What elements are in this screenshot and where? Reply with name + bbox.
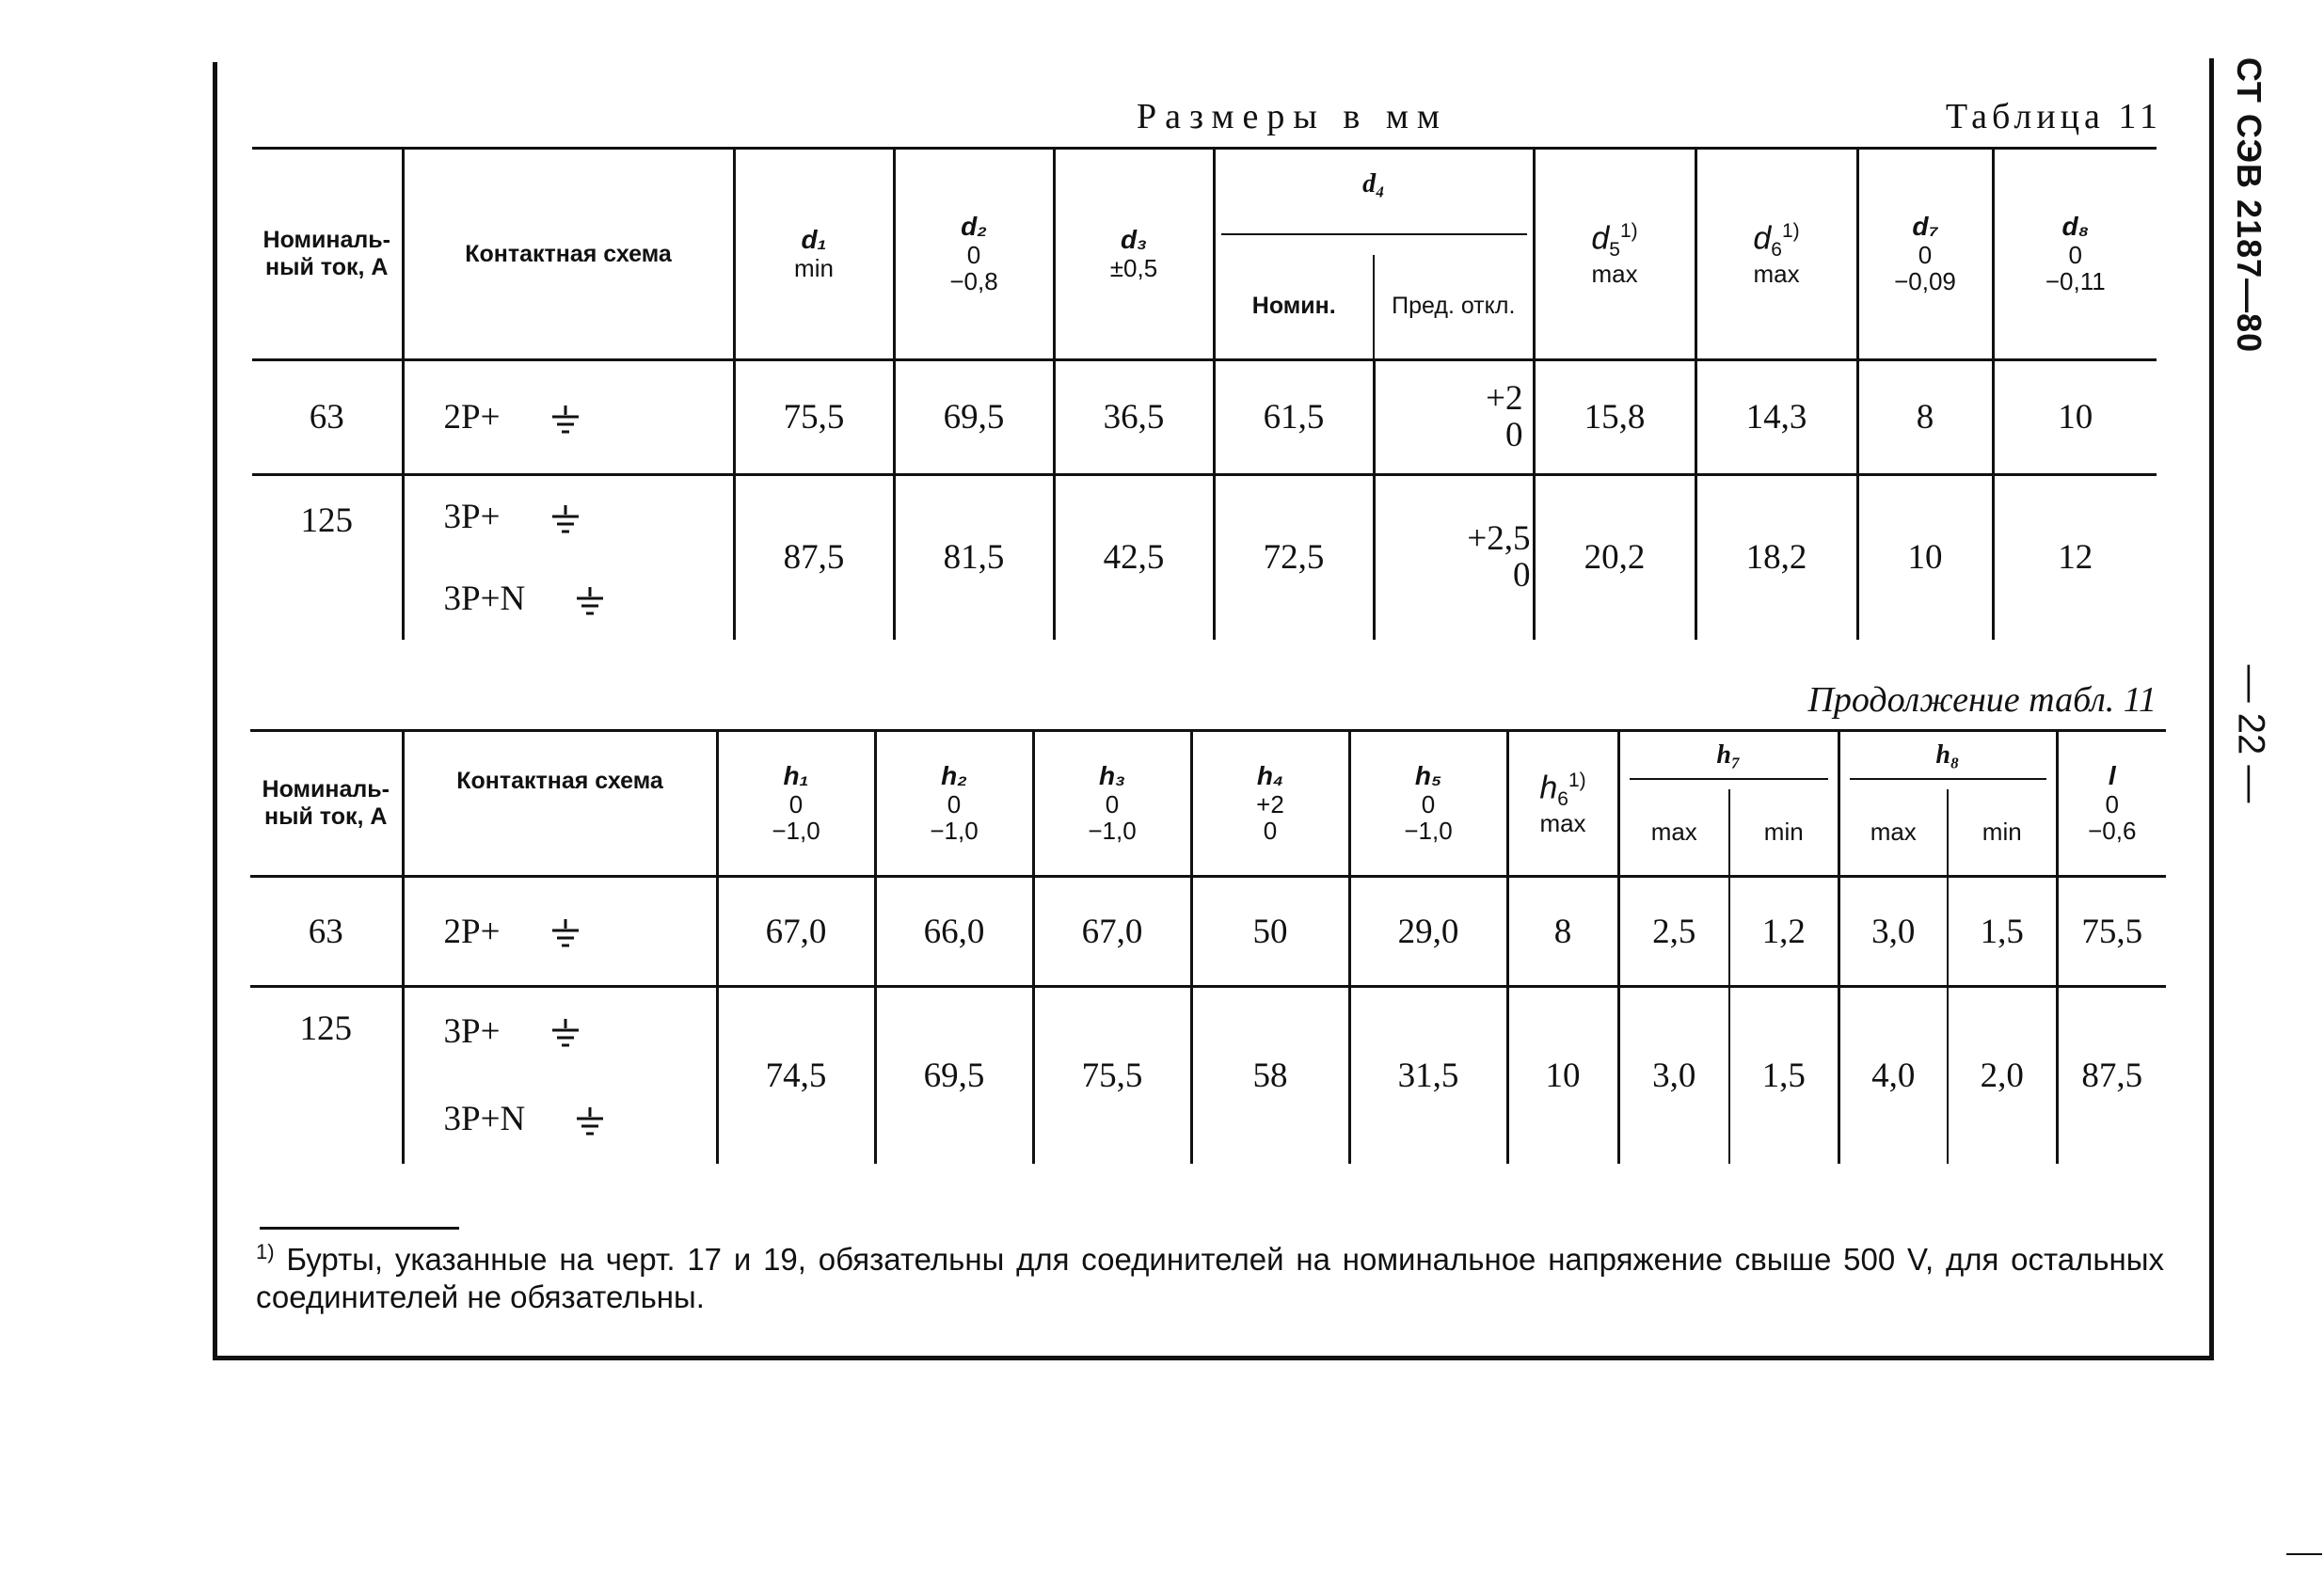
h5-tol-upper: 0	[1421, 789, 1436, 818]
header-h8	[1839, 731, 2057, 789]
table-row-cell: 8	[1857, 360, 1993, 475]
bottom-page-rule	[213, 1356, 2214, 1360]
h6-label: h	[1539, 770, 1558, 806]
footnote-rule	[260, 1227, 459, 1230]
table-row-cell: 29,0	[1349, 877, 1507, 987]
d7-label: d₇	[1912, 212, 1938, 241]
table-row-cell: 75,5	[1033, 987, 1191, 1164]
table-row-cell: 69,5	[875, 987, 1033, 1164]
header-current: Номиналь-ный ток, А	[252, 149, 403, 360]
d6-label: d	[1753, 220, 1772, 257]
table-row-cell: 4,0	[1839, 987, 1948, 1164]
ground-icon	[547, 917, 584, 951]
header-d8	[1993, 149, 2157, 360]
table-row-cell: 67,0	[1033, 877, 1191, 987]
d1-tol: min	[794, 254, 834, 283]
d4-dev-upper: +2,5	[1467, 518, 1531, 558]
right-page-border	[2209, 58, 2214, 1360]
h4-tol-lower: 0	[1263, 817, 1278, 846]
h4-tol-upper: +2	[1256, 789, 1284, 818]
header-h6	[1507, 731, 1618, 877]
table-row-cell: 72,5	[1214, 475, 1374, 640]
table-row-cell: 75,5	[2057, 877, 2166, 987]
table-row-cell: 50	[1191, 877, 1349, 987]
table-row-cell: 69,5	[894, 360, 1054, 475]
header-h1	[717, 731, 875, 877]
ground-icon	[547, 1017, 584, 1051]
d4-dev-upper: +2	[1486, 378, 1523, 418]
table-row-cell: 67,0	[717, 877, 875, 987]
h1-tol-upper: 0	[788, 789, 804, 818]
header-d4-nom: Номин.	[1214, 255, 1374, 360]
table-row-cell: 66,0	[875, 877, 1033, 987]
standard-code: СТ СЭВ 2187—80	[2230, 56, 2268, 354]
header-d1	[734, 149, 894, 360]
scheme-label: 2P+	[443, 398, 501, 437]
contact-scheme-3pn	[403, 559, 734, 640]
table-row-cell: 8	[1507, 877, 1618, 987]
scheme-label: 2P+	[443, 912, 501, 951]
contact-scheme-2p	[403, 360, 734, 475]
header-h2	[875, 731, 1033, 877]
ground-icon	[547, 404, 584, 437]
table-row-cell: 10	[1507, 987, 1618, 1164]
table-row-cell: 61,5	[1214, 360, 1374, 475]
page-number: — 22 —	[2230, 664, 2272, 803]
contact-scheme-3p	[403, 475, 734, 559]
table-row-cell: 1,5	[1729, 987, 1839, 1164]
d6-sub: 6	[1771, 239, 1782, 262]
l-tol-upper: 0	[2105, 789, 2119, 818]
footnote-marker: 1)	[256, 1240, 275, 1263]
h1-tol-lower: −1,0	[772, 817, 820, 846]
header-h8-max: max	[1839, 789, 1948, 877]
table-row-cell: 31,5	[1349, 987, 1507, 1164]
h3-tol-upper: 0	[1105, 789, 1120, 818]
d3-label: d₃	[1121, 225, 1147, 255]
scheme-label: 3P+	[443, 498, 501, 537]
contact-scheme-3pn	[403, 1075, 717, 1164]
h8-label: h₈	[1850, 740, 2046, 780]
table-row-cell: 12	[1993, 475, 2157, 640]
header-current: Номиналь-ный ток, А	[250, 731, 403, 877]
header-d5	[1534, 149, 1695, 360]
table-row-cell: 87,5	[734, 475, 894, 640]
d4-dev-lower: 0	[1513, 555, 1531, 595]
footnote	[256, 1240, 2164, 1315]
header-d6	[1695, 149, 1857, 360]
header-h7	[1618, 731, 1839, 789]
header-h5	[1349, 731, 1507, 877]
header-h7-min: min	[1729, 789, 1839, 877]
table-row-cell: 125	[300, 501, 353, 540]
table-row-cell: 3,0	[1618, 987, 1729, 1164]
d8-label: d₈	[2061, 212, 2090, 241]
d5-sub: 5	[1609, 239, 1620, 262]
table-row-cell: 63	[250, 877, 403, 987]
table-11-diameters	[252, 147, 2157, 640]
d8-tol-upper: 0	[2068, 240, 2082, 269]
h3-label: h₃	[1099, 761, 1125, 790]
header-h3	[1033, 731, 1191, 877]
header-d3	[1054, 149, 1214, 360]
table-row-cell: 58	[1191, 987, 1349, 1164]
h2-tol-upper: 0	[947, 789, 962, 818]
table-row-cell: 125	[299, 1009, 352, 1048]
header-h7-max: max	[1618, 789, 1729, 877]
ground-icon	[571, 585, 609, 619]
h7-label: h₇	[1630, 740, 1828, 780]
header-d4	[1214, 149, 1534, 255]
continuation-caption: Продолжение табл. 11	[1807, 680, 2157, 720]
d5-label: d	[1591, 220, 1610, 257]
table-11-heights	[250, 729, 2166, 1164]
d5-tol: max	[1591, 260, 1638, 289]
l-tol-lower: −0,6	[2088, 817, 2137, 846]
header-d2	[894, 149, 1054, 360]
ground-icon	[571, 1105, 609, 1139]
table-row-cell: 1,2	[1729, 877, 1839, 987]
scheme-label: 3P+	[443, 1011, 501, 1051]
table-row-cell: 1,5	[1948, 877, 2057, 987]
d7-tol-upper: 0	[1918, 240, 1933, 269]
d7-tol-lower: −0,09	[1894, 267, 1956, 296]
table-row-cell: 87,5	[2057, 987, 2166, 1164]
header-d4-dev: Пред. откл.	[1374, 255, 1534, 360]
h6-sup: 1)	[1568, 770, 1586, 792]
table-row-cell: 74,5	[717, 987, 875, 1164]
h3-tol-lower: −1,0	[1088, 817, 1137, 846]
table-row-cell: 18,2	[1695, 475, 1857, 640]
table-row-cell: 3,0	[1839, 877, 1948, 987]
d1-label: d₁	[801, 225, 827, 255]
scheme-label: 3P+N	[443, 1100, 526, 1138]
table-row-cell: 15,8	[1534, 360, 1695, 475]
h6-tol: max	[1539, 809, 1586, 838]
table-row-cell: 14,3	[1695, 360, 1857, 475]
d8-tol-lower: −0,11	[2045, 267, 2106, 296]
d6-sup: 1)	[1781, 220, 1800, 243]
table-row-cell: 63	[252, 360, 403, 475]
table-caption: Таблица 11	[1945, 97, 2162, 136]
table-row-cell: 75,5	[734, 360, 894, 475]
d4-dev-lower: 0	[1505, 415, 1523, 454]
table-row-cell: 2,5	[1618, 877, 1729, 987]
h6-sub: 6	[1557, 788, 1568, 811]
header-l	[2057, 731, 2166, 877]
d2-tol-lower: −0,8	[949, 267, 998, 296]
d3-tol: ±0,5	[1109, 254, 1158, 283]
table-row-cell: 42,5	[1054, 475, 1214, 640]
scheme-label: 3P+N	[443, 580, 526, 618]
header-h4	[1191, 731, 1349, 877]
units-caption: Размеры в мм	[1137, 97, 1448, 136]
d4-deviation-cell	[1374, 360, 1534, 475]
h1-label: h₁	[783, 761, 809, 790]
contact-scheme-2p	[403, 877, 717, 987]
table-row-cell: 2,0	[1948, 987, 2057, 1164]
header-scheme: Контактная схема	[403, 149, 734, 360]
d6-tol: max	[1753, 260, 1800, 289]
table-row-cell: 20,2	[1534, 475, 1695, 640]
d2-tol-upper: 0	[966, 240, 981, 269]
h5-tol-lower: −1,0	[1404, 817, 1453, 846]
d4-label: d₄	[1221, 169, 1527, 235]
table-row-cell: 10	[1993, 360, 2157, 475]
l-label: l	[2108, 761, 2116, 790]
d5-sup: 1)	[1619, 220, 1638, 243]
left-page-border	[213, 62, 217, 1360]
header-scheme: Контактная схема	[403, 731, 717, 877]
h2-tol-lower: −1,0	[930, 817, 979, 846]
d4-deviation-cell	[1374, 475, 1534, 640]
ground-icon	[547, 503, 584, 537]
h2-label: h₂	[941, 761, 967, 790]
h5-label: h₅	[1414, 761, 1442, 790]
footnote-text: Бурты, указанные на черт. 17 и 19, обязательны для соединителей на номинальное напряжение свыше 500 V, для остальных соединителей не обязательны.	[256, 1242, 2164, 1314]
table-row-cell: 36,5	[1054, 360, 1214, 475]
corner-mark	[2286, 1553, 2322, 1555]
header-d7	[1857, 149, 1993, 360]
table-row-cell: 10	[1857, 475, 1993, 640]
table-row-cell: 81,5	[894, 475, 1054, 640]
d2-label: d₂	[961, 212, 987, 241]
contact-scheme-3p	[403, 987, 717, 1075]
header-h8-min: min	[1948, 789, 2057, 877]
h4-label: h₄	[1256, 761, 1284, 790]
